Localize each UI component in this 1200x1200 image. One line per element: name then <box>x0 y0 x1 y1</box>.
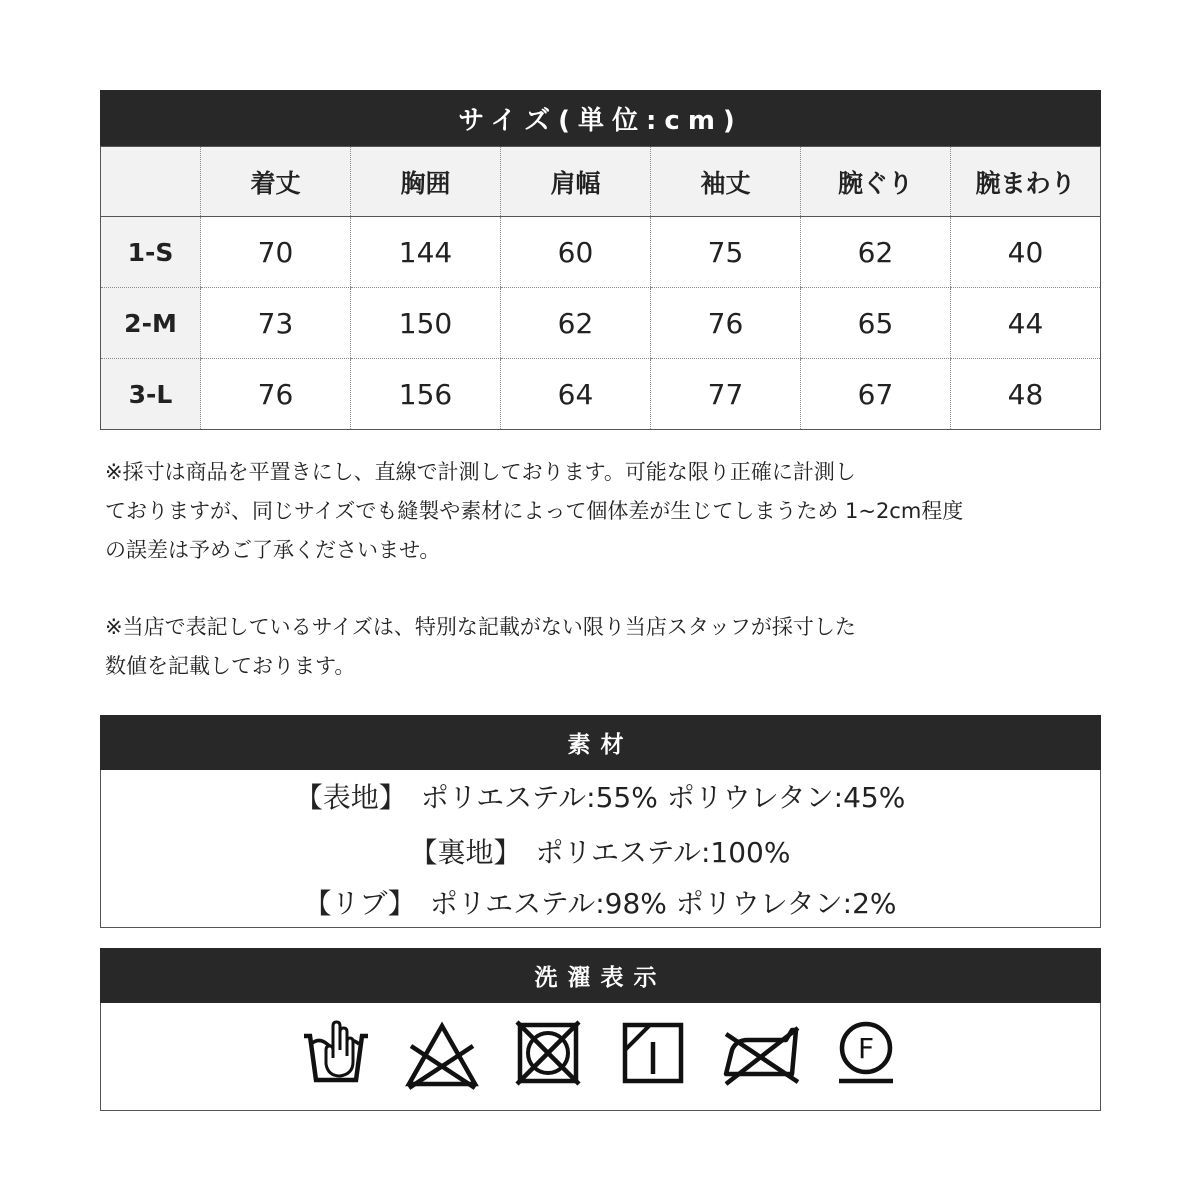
row-label: 3-L <box>101 359 201 430</box>
material-composition: ポリエステル:55% ポリウレタン:45% <box>420 781 906 814</box>
table-row <box>101 359 1101 430</box>
table-cell: 76 <box>651 288 801 359</box>
table-cell: 64 <box>501 359 651 430</box>
column-header-length: 着丈 <box>201 147 351 217</box>
column-header-shoulder: 肩幅 <box>501 147 651 217</box>
size-section-title: サイズ(単位:cm) <box>100 90 1101 146</box>
table-row <box>101 288 1101 359</box>
material-composition: ポリエステル:98% ポリウレタン:2% <box>429 887 897 920</box>
material-line-rib <box>0 882 1200 922</box>
note-line: ておりますが、同じサイズでも縫製や素材によって個体差が生じてしまうため 1~2cm程度 <box>105 499 964 523</box>
column-header-sleeve: 袖丈 <box>651 147 801 217</box>
table-cell: 44 <box>951 288 1101 359</box>
material-line-outer <box>0 776 1200 816</box>
size-table <box>100 146 1101 430</box>
size-table-corner <box>101 147 201 217</box>
table-cell: 77 <box>651 359 801 430</box>
measurement-note <box>105 453 1105 570</box>
material-line-lining <box>0 831 1200 871</box>
table-cell: 48 <box>951 359 1101 430</box>
staff-measurement-note <box>105 608 1105 686</box>
note-line: ※採寸は商品を平置きにし、直線で計測しております。可能な限り正確に計測し <box>105 460 856 484</box>
table-cell: 62 <box>501 288 651 359</box>
material-section-title: 素材 <box>100 715 1101 770</box>
care-section-title: 洗濯表示 <box>100 948 1101 1003</box>
table-cell: 60 <box>501 217 651 288</box>
column-header-chest: 胸囲 <box>351 147 501 217</box>
table-cell: 62 <box>801 217 951 288</box>
table-cell: 67 <box>801 359 951 430</box>
material-part-label: 【リブ】 <box>303 887 416 920</box>
note-line: の誤差は予めご了承くださいませ。 <box>105 538 441 562</box>
size-table-header-row <box>101 147 1101 217</box>
note-line: ※当店で表記しているサイズは、特別な記載がない限り当店スタッフが採寸した <box>105 615 856 639</box>
table-cell: 70 <box>201 217 351 288</box>
table-cell: 144 <box>351 217 501 288</box>
no-bleach-icon <box>405 1020 479 1090</box>
material-part-label: 【表地】 <box>294 781 407 814</box>
row-label: 2-M <box>101 288 201 359</box>
table-cell: 75 <box>651 217 801 288</box>
table-row <box>101 217 1101 288</box>
no-tumble-dry-icon <box>515 1020 581 1086</box>
table-cell: 76 <box>201 359 351 430</box>
table-cell: 73 <box>201 288 351 359</box>
table-cell: 65 <box>801 288 951 359</box>
row-label: 1-S <box>101 217 201 288</box>
dry-clean-letter: F <box>857 1032 875 1065</box>
table-cell: 40 <box>951 217 1101 288</box>
hand-wash-icon <box>302 1020 370 1088</box>
care-symbols-box <box>100 1003 1101 1111</box>
line-dry-shade-icon <box>620 1020 686 1086</box>
table-cell: 150 <box>351 288 501 359</box>
column-header-arm-circumference: 腕まわり <box>951 147 1101 217</box>
material-composition: ポリエステル:100% <box>535 836 791 869</box>
dry-clean-f-icon <box>835 1020 897 1086</box>
note-line: 数値を記載しております。 <box>105 654 356 678</box>
no-iron-icon <box>722 1020 802 1086</box>
material-part-label: 【裏地】 <box>409 836 522 869</box>
column-header-armhole: 腕ぐり <box>801 147 951 217</box>
table-cell: 156 <box>351 359 501 430</box>
